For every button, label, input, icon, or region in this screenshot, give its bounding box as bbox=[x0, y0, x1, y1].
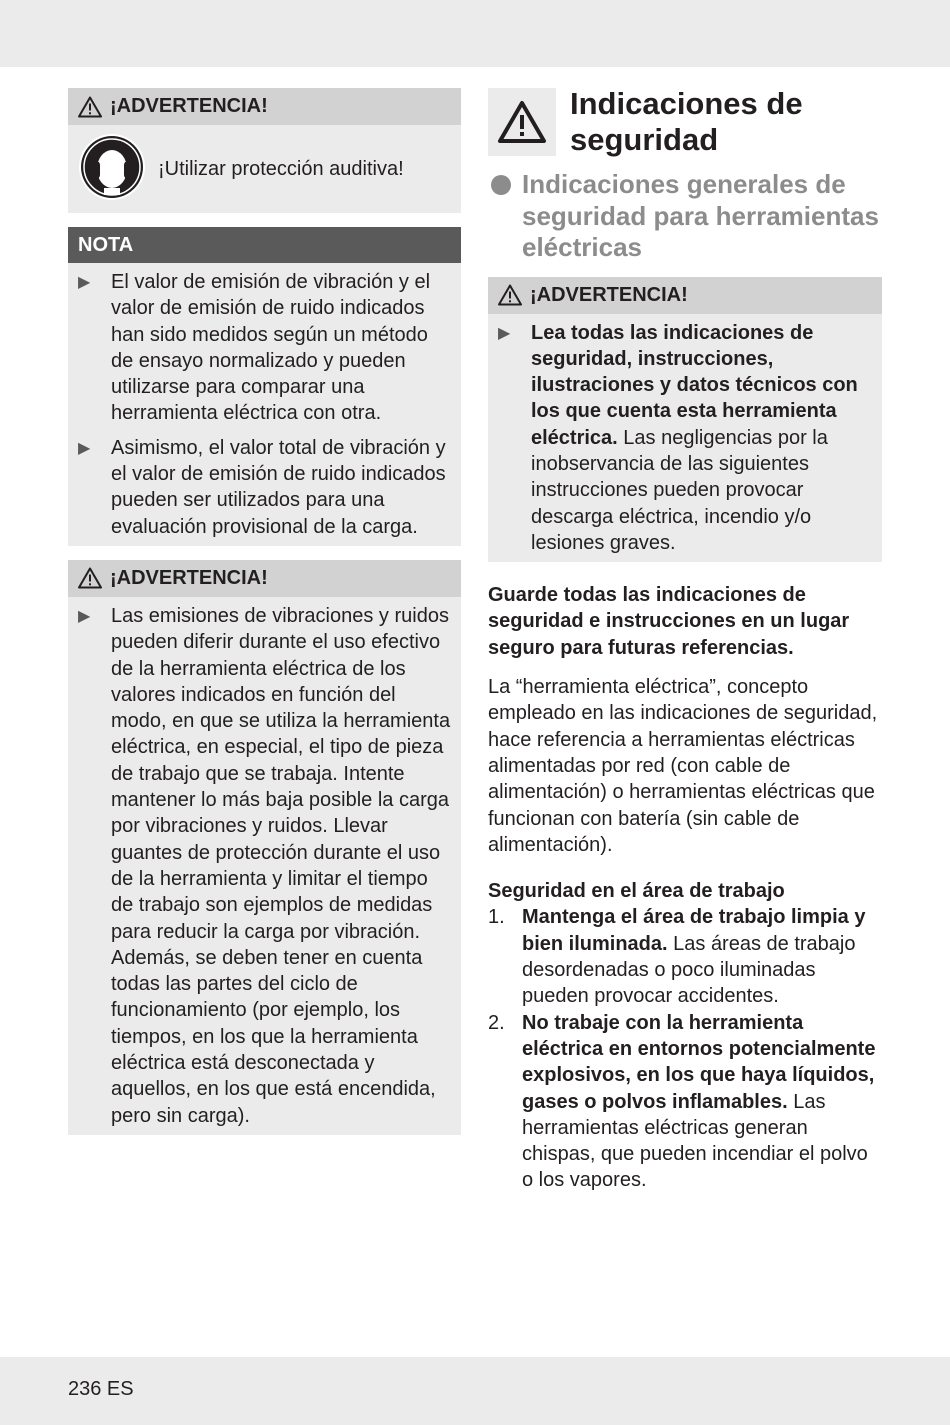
read-instructions-warning-box bbox=[488, 277, 882, 563]
left-column bbox=[68, 88, 461, 1135]
header-band bbox=[0, 0, 950, 67]
list-item: ▶ Las emisiones de vibraciones y ruidos pueden diferir durante el uso efectivo de la herramienta eléctrica de los valores indicados en función del modo, en que se utiliza la herramienta eléctrica, en especial, el tipo de pieza de trabajo que se trabaja. Intente mantener lo más baja posible la carga por vibraciones y ruidos. Llevar guantes de protección durante el uso de la herramienta y limitar el tiempo de trabajo son ejemplos de medidas para reducir la carga por vibración. Además, se deben tener en cuenta todas las partes del ciclo de funcionamiento (por ejemplo, los tiempos, en los que la herramienta eléctrica está desconectada y aquellos, en los que está encendida, pero sin carga). bbox=[78, 603, 451, 1129]
note-box bbox=[68, 227, 461, 546]
numbered-item: 2. No trabaje con la herramienta eléctrica en entornos potencialmente explosivos, en los que haya líquidos, gases o polvos inflamables. Las herramientas eléctricas generan chispas, que pueden incendiar el polvo o los vapores. bbox=[488, 1011, 876, 1192]
list-item: ▶ El valor de emisión de vibración y el valor de emisión de ruido indicados han sido medidos según un método de ensayo normalizado y pueden utilizarse para comparar una herramienta eléctrica con otra. bbox=[78, 269, 451, 427]
warning-triangle-icon bbox=[78, 567, 102, 589]
hearing-warning-box bbox=[68, 88, 461, 213]
page-number: 236 ES bbox=[68, 1378, 134, 1400]
warning-triangle-icon bbox=[78, 96, 102, 118]
vibration-warning-box bbox=[68, 560, 461, 1135]
warning-title: ¡ADVERTENCIA! bbox=[110, 95, 268, 117]
right-column bbox=[488, 88, 882, 1194]
hearing-protection-icon bbox=[78, 133, 146, 206]
work-area-heading: Seguridad en el área de trabajo bbox=[488, 880, 785, 903]
numbered-item: 1. Mantenga el área de trabajo limpia y bien iluminada. Las áreas de trabajo desordenadas o poco iluminadas pueden provocar accidentes. bbox=[488, 906, 866, 1008]
note-title: NOTA bbox=[78, 233, 134, 256]
warning-triangle-icon bbox=[498, 284, 522, 306]
safety-warning-icon bbox=[488, 88, 556, 156]
bullet-arrow-icon: ▶ bbox=[78, 274, 91, 291]
bullet-arrow-icon: ▶ bbox=[78, 439, 91, 457]
bullet-arrow-icon: ▶ bbox=[78, 607, 91, 625]
keep-instructions-text: Guarde todas las indicaciones de seguridad e instrucciones en un lugar seguro para futuras referencias. bbox=[488, 584, 850, 659]
list-item: ▶ Lea todas las indicaciones de seguridad, instrucciones, ilustraciones y datos técnicos con los que cuenta esta herramienta eléctrica. Las negligencias por la inobservancia de las siguientes instrucciones pueden provocar descarga eléctrica, incendio y/o lesiones graves. bbox=[498, 320, 872, 557]
note-header bbox=[68, 227, 461, 263]
list-item: ▶ Asimismo, el valor total de vibración y el valor de emisión de ruido indicados pueden ser utilizados para una evaluación provisional de la carga. bbox=[78, 435, 451, 540]
warning-header bbox=[488, 277, 882, 314]
warning-header bbox=[68, 560, 461, 597]
warning-title: ¡ADVERTENCIA! bbox=[530, 283, 688, 306]
warning-title: ¡ADVERTENCIA! bbox=[110, 566, 268, 589]
section-subtitle: Indicaciones generales de seguridad para herramientas eléctricas bbox=[522, 169, 879, 262]
hearing-protection-text: ¡Utilizar protección auditiva! bbox=[158, 157, 404, 180]
definition-paragraph: La “herramienta eléctrica”, concepto empleado en las indicaciones de seguridad, hace referencia a herramientas eléctricas alimentadas por red (con cable de alimentación) o herramientas eléctricas que funcionan con batería (sin cable de alimentación). bbox=[488, 676, 878, 856]
section-title: Indicaciones de seguridad bbox=[570, 86, 803, 157]
footer-band bbox=[0, 1357, 950, 1425]
warning-header bbox=[68, 88, 461, 125]
bullet-arrow-icon: ▶ bbox=[498, 324, 511, 342]
bullet-dot-icon bbox=[491, 175, 511, 195]
